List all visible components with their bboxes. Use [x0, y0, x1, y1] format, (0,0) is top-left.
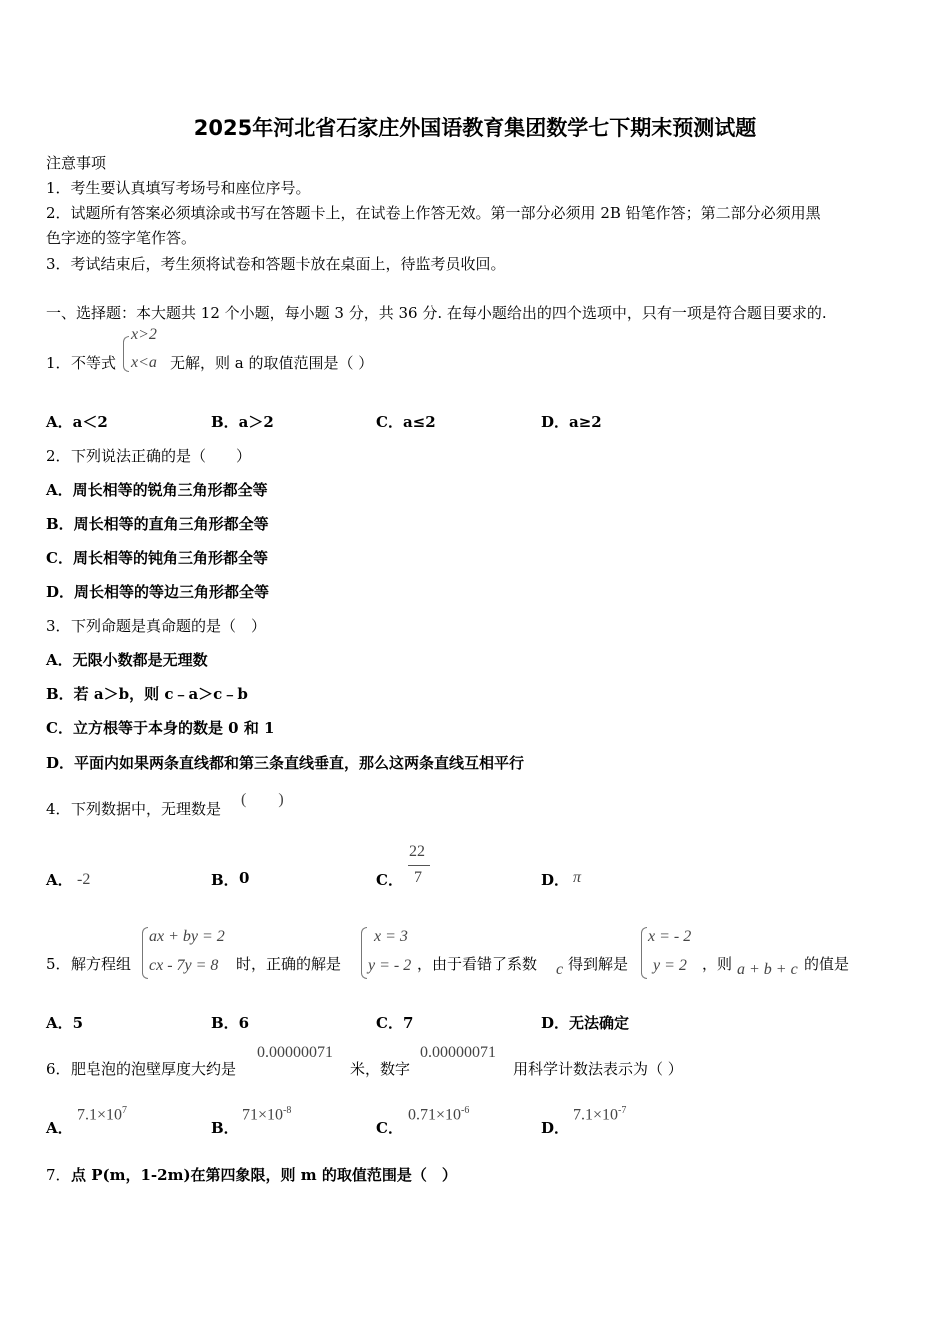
number-value: 0.00000071 [420, 1044, 496, 1061]
question-stem: 不等式 [71, 354, 117, 372]
section-heading: 一、选择题：本大题共 12 个小题，每小题 3 分，共 36 分. 在每小题给出的四个选项中，只有一项是符合题目要求的. [46, 304, 827, 322]
notice-item-2-cont: 色字迹的签字笔作答。 [46, 229, 197, 247]
question-stem: 时，正确的解是 [236, 955, 342, 973]
system-line: x<a [131, 354, 157, 371]
option-a[interactable]: A．周长相等的锐角三角形都全等 [46, 481, 268, 499]
option-a[interactable]: A． [46, 871, 73, 889]
option-b[interactable]: B．周长相等的直角三角形都全等 [46, 515, 269, 533]
sci-base: 71×10 [242, 1106, 284, 1124]
answer-paren: ( ) [241, 791, 284, 808]
option-d[interactable]: D．平面内如果两条直线都和第三条直线垂直，那么这两条直线互相平行 [46, 754, 525, 772]
question-number: 4． [46, 800, 71, 818]
sci-exponent: -8 [283, 1105, 292, 1116]
page-title: 2025年河北省石家庄外国语教育集团数学七下期末预测试题 [193, 116, 757, 140]
solution-line: y = - 2 [368, 957, 412, 974]
option-d[interactable]: D． [541, 871, 570, 889]
notice-item-2: 2．试题所有答案必须填涂或书写在答题卡上，在试卷上作答无效。第一部分必须用 2B 铅笔作答；第二部分必须用黑 [46, 204, 821, 222]
option-d[interactable]: D． [541, 1119, 570, 1137]
system-brace [123, 336, 129, 372]
option-a-value: -2 [77, 871, 91, 888]
question-number: 1． [46, 354, 71, 372]
sci-base: 7.1×10 [77, 1106, 123, 1124]
notice-item-1: 1．考生要认真填写考场号和座位序号。 [46, 179, 311, 197]
solution-line: y = 2 [653, 957, 687, 974]
question-number: 6． [46, 1060, 71, 1078]
expression: a + b + c [737, 961, 798, 978]
fraction-bar [408, 865, 430, 866]
option-c[interactable]: C． [376, 871, 403, 889]
option-b[interactable]: B． [211, 871, 239, 889]
option-d[interactable]: D．无法确定 [541, 1014, 630, 1032]
system-line: ax + by = 2 [149, 928, 225, 945]
notice-heading: 注意事项 [46, 154, 107, 172]
question-stem: 下列数据中，无理数是 [71, 800, 222, 818]
question-stem: 得到解是 [568, 955, 629, 973]
solution-line: x = - 2 [648, 928, 692, 945]
system-brace [142, 927, 148, 979]
option-d[interactable]: D．a≥2 [541, 413, 602, 431]
solution-line: x = 3 [374, 928, 408, 945]
question-stem: 米，数字 [350, 1060, 411, 1078]
fraction-denominator: 7 [414, 869, 422, 886]
option-a[interactable]: A．a＜2 [46, 413, 108, 431]
question-stem: 下列命题是真命题的是（ ） [71, 617, 267, 635]
question-number: 5． [46, 955, 71, 973]
sci-exponent: 7 [122, 1105, 128, 1116]
notice-item-3: 3．考试结束后，考生须将试卷和答题卡放在桌面上，待监考员收回。 [46, 255, 506, 273]
option-d-value: π [573, 869, 582, 886]
option-b[interactable]: B． [211, 1119, 239, 1137]
option-d[interactable]: D．周长相等的等边三角形都全等 [46, 583, 270, 601]
question-number: 2． [46, 447, 71, 465]
system-line: cx - 7y = 8 [149, 957, 219, 974]
option-b-value [242, 1105, 291, 1124]
option-b[interactable]: B．6 [211, 1014, 250, 1032]
option-a[interactable]: A． [46, 1119, 73, 1137]
solution-brace [361, 927, 367, 979]
question-number: 7． [46, 1166, 71, 1184]
solution-brace [641, 927, 647, 979]
question-stem: 肥皂泡的泡壁厚度大约是 [71, 1060, 237, 1078]
question-number: 3． [46, 617, 71, 635]
option-c[interactable]: C．立方根等于本身的数是 0 和 1 [46, 719, 275, 737]
question-stem: 的值是 [804, 955, 850, 973]
option-c[interactable]: C．a≤2 [376, 413, 436, 431]
question-stem: 点 P(m，1-2m)在第四象限，则 m 的取值范围是（ ） [71, 1166, 457, 1184]
option-a[interactable]: A．无限小数都是无理数 [46, 651, 208, 669]
option-a-value [77, 1105, 127, 1124]
option-b-value: 0 [239, 869, 250, 887]
option-b[interactable]: B．若 a＞b，则 c﹣a＞c﹣b [46, 685, 248, 703]
option-c[interactable]: C． [376, 1119, 403, 1137]
option-c-value [408, 1105, 469, 1124]
option-c[interactable]: C．周长相等的钝角三角形都全等 [46, 549, 268, 567]
question-stem: ，由于看错了系数 [417, 955, 538, 973]
question-stem: 无解，则 a 的取值范围是（ ） [170, 354, 374, 372]
sci-exponent: -6 [461, 1105, 470, 1116]
question-stem: 用科学计数法表示为（ ） [513, 1060, 683, 1078]
option-a[interactable]: A．5 [46, 1014, 84, 1032]
sci-base: 7.1×10 [573, 1106, 619, 1124]
question-stem: 解方程组 [71, 955, 132, 973]
sci-exponent: -7 [618, 1105, 627, 1116]
number-value: 0.00000071 [257, 1044, 333, 1061]
coefficient: c [556, 961, 564, 978]
option-c[interactable]: C．7 [376, 1014, 414, 1032]
sci-base: 0.71×10 [408, 1106, 462, 1124]
option-d-value [573, 1105, 626, 1124]
option-b[interactable]: B．a＞2 [211, 413, 274, 431]
system-line: x>2 [131, 326, 157, 343]
fraction-numerator: 22 [409, 843, 425, 860]
question-stem: 下列说法正确的是（ ） [71, 447, 252, 465]
question-stem: ，则 [702, 955, 733, 973]
